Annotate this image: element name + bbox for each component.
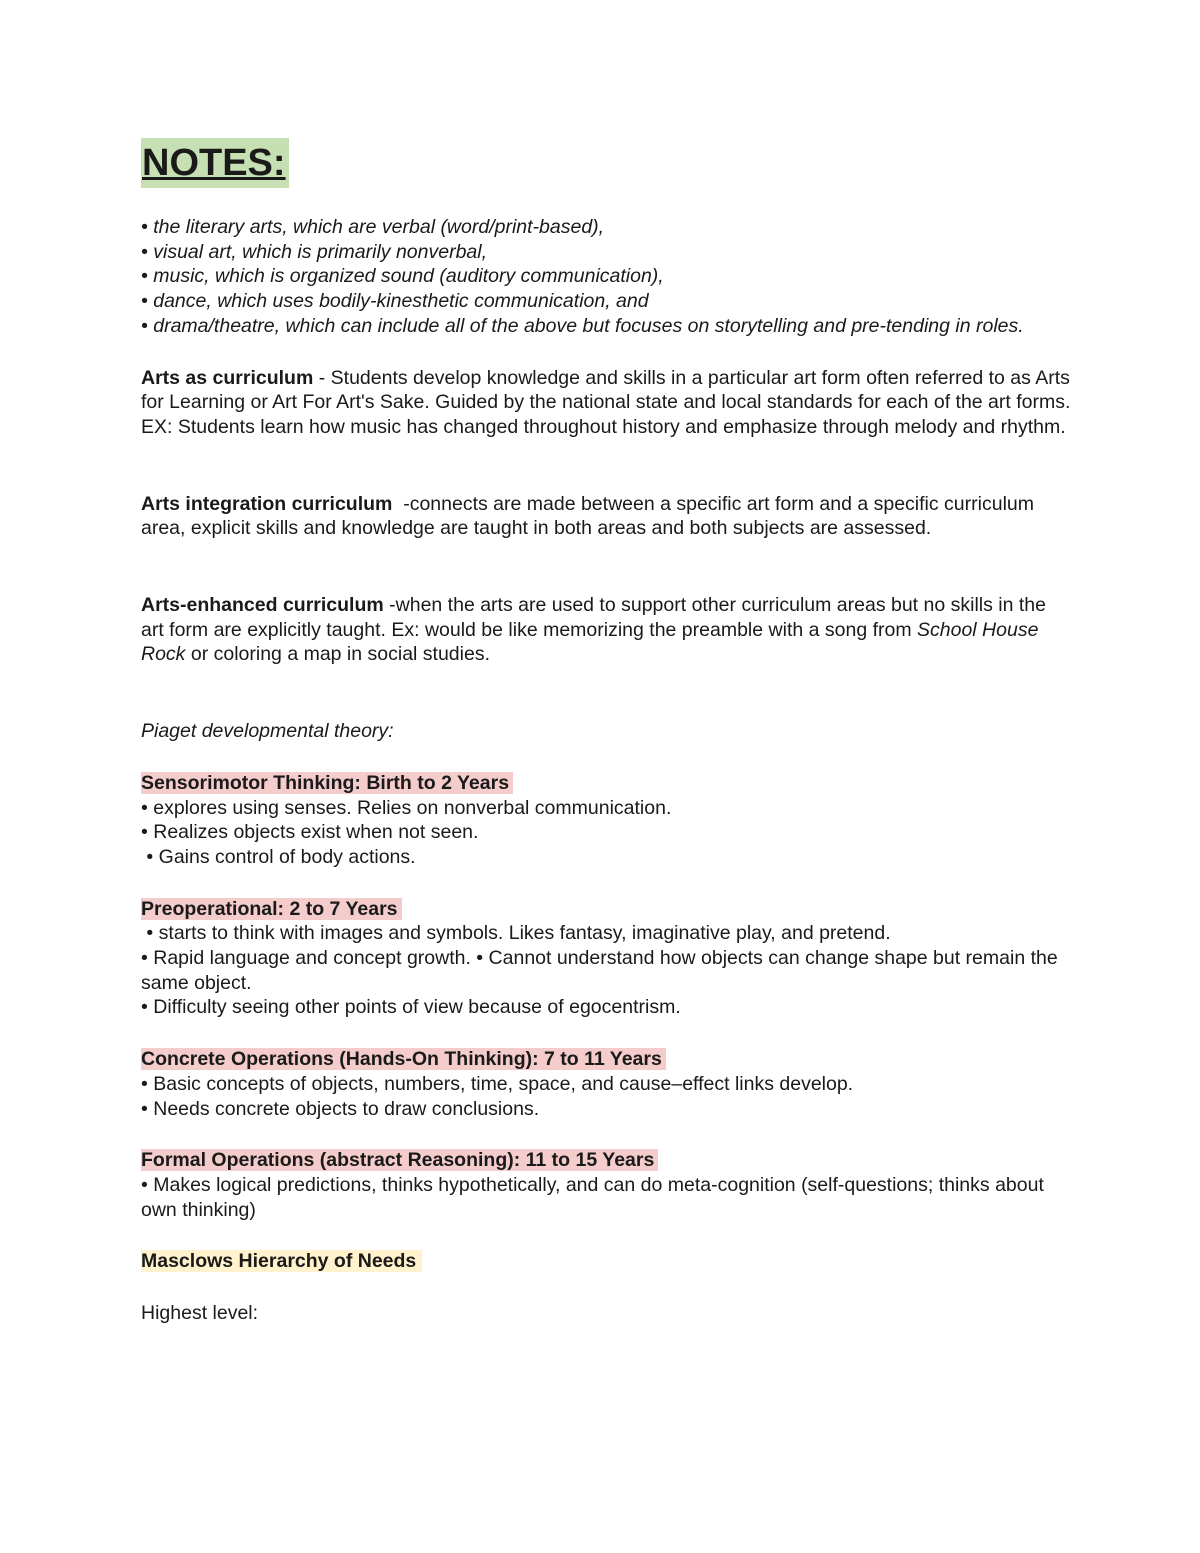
stage-heading: Formal Operations (abstract Reasoning): 11 to 15 Years bbox=[141, 1149, 658, 1171]
maslow-heading: Masclows Hierarchy of Needs bbox=[141, 1250, 422, 1272]
stage-line: • Makes logical predictions, thinks hypothetically, and can do meta-cognition (self-questions; thinks about own thinking) bbox=[141, 1173, 1044, 1221]
document-page bbox=[141, 138, 1071, 1326]
arts-enhanced-text-before: -when the arts are used to support other curriculum areas but no skills in the art form are explicitly taught. Ex: would be like memorizing the preamble with a song from bbox=[141, 594, 1046, 641]
stage-line: • Difficulty seeing other points of view because of egocentrism. bbox=[141, 996, 681, 1019]
stage-formal-operations bbox=[141, 1148, 1071, 1222]
stage-preoperational bbox=[141, 897, 1071, 1021]
notes-title: NOTES: bbox=[141, 138, 289, 188]
list-item: • drama/theatre, which can include all of the above but focuses on storytelling and pre-tending in roles. bbox=[141, 314, 1024, 337]
art-forms-list bbox=[141, 215, 1071, 339]
stage-line: • Needs concrete objects to draw conclusions. bbox=[141, 1097, 540, 1120]
arts-enhanced-term: Arts-enhanced curriculum bbox=[141, 594, 384, 617]
stage-sensorimotor bbox=[141, 771, 1071, 870]
stage-line: • Basic concepts of objects, numbers, time, space, and cause–effect links develop. bbox=[141, 1072, 854, 1095]
highest-level-text: Highest level: bbox=[141, 1302, 259, 1325]
list-item: • music, which is organized sound (auditory communication), bbox=[141, 265, 664, 288]
arts-enhanced-paragraph bbox=[141, 593, 1071, 667]
arts-as-curriculum-paragraph bbox=[141, 366, 1071, 440]
stage-line: • explores using senses. Relies on nonverbal communication. bbox=[141, 796, 672, 819]
arts-as-curriculum-text: - Students develop knowledge and skills in a particular art form often referred to as Arts for Learning or Art For Art's Sake. Guided by the national state and local standards for each of the art forms. EX: Students learn how music has changed throughout history and emphasize through melody and rhythm. bbox=[141, 366, 1071, 438]
list-item: • dance, which uses bodily-kinesthetic communication, and bbox=[141, 290, 649, 313]
arts-as-curriculum-term: Arts as curriculum bbox=[141, 366, 314, 389]
stage-heading: Concrete Operations (Hands-On Thinking): 7 to 11 Years bbox=[141, 1048, 666, 1070]
arts-integration-text: -connects are made between a specific art form and a specific curriculum area, explicit skills and knowledge are taught in both areas and both subjects are assessed. bbox=[141, 492, 1040, 540]
arts-integration-paragraph bbox=[141, 492, 1071, 541]
list-item: • visual art, which is primarily nonverbal, bbox=[141, 240, 488, 263]
stage-heading: Sensorimotor Thinking: Birth to 2 Years bbox=[141, 772, 513, 794]
stage-line: • starts to think with images and symbols. Likes fantasy, imaginative play, and pretend. bbox=[141, 922, 891, 945]
stage-line: • Realizes objects exist when not seen. bbox=[141, 821, 479, 844]
list-item: • the literary arts, which are verbal (word/print-based), bbox=[141, 216, 605, 238]
stage-heading: Preoperational: 2 to 7 Years bbox=[141, 898, 402, 920]
school-house-rock-title: School House Rock bbox=[141, 618, 1039, 666]
arts-enhanced-text-after: or coloring a map in social studies. bbox=[185, 643, 491, 666]
stage-concrete-operations bbox=[141, 1047, 1071, 1121]
maslow-section bbox=[141, 1249, 1071, 1274]
stage-line: • Gains control of body actions. bbox=[141, 845, 416, 868]
stage-line: • Rapid language and concept growth. • Cannot understand how objects can change shape but remain the same object. bbox=[141, 947, 1058, 994]
piaget-heading: Piaget developmental theory: bbox=[141, 720, 394, 743]
arts-integration-term: Arts integration curriculum bbox=[141, 492, 393, 515]
